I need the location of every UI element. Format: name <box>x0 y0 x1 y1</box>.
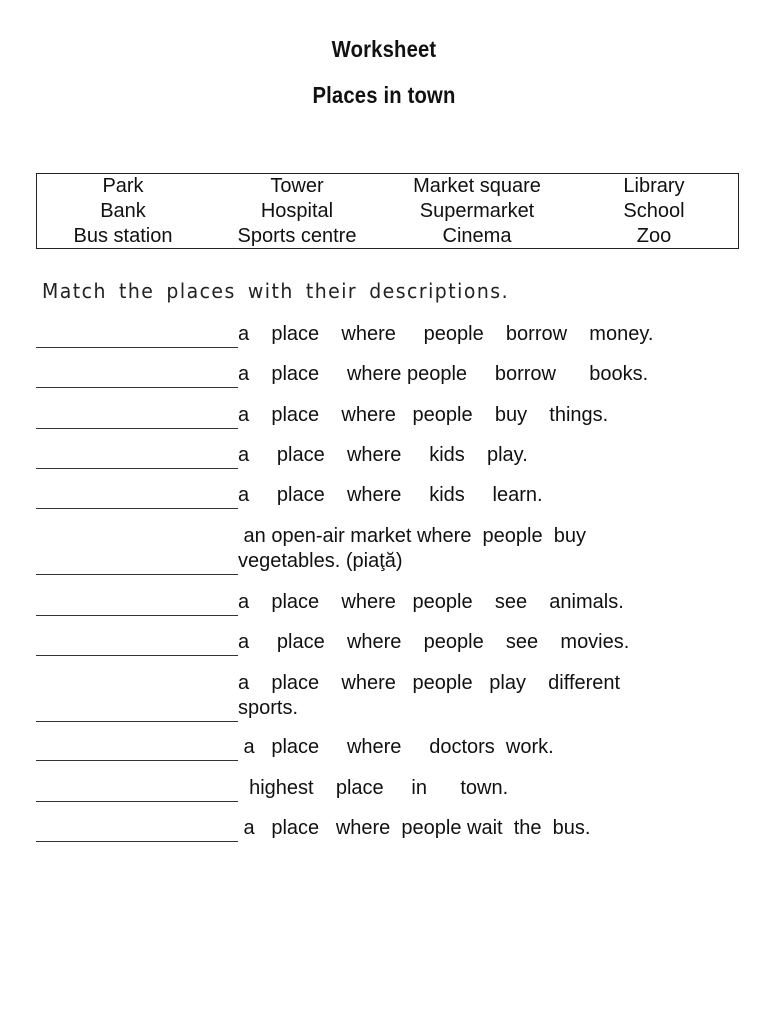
item-description: a place where people see movies. <box>238 631 630 653</box>
match-item <box>36 524 736 576</box>
word-bank-row <box>37 199 738 224</box>
word-bank-word: Supermarket <box>419 200 535 222</box>
answer-blank[interactable] <box>36 468 238 469</box>
word-bank-word: Zoo <box>636 225 672 247</box>
answer-blank[interactable] <box>36 387 238 388</box>
match-item <box>36 735 736 763</box>
item-description: a place where people see animals. <box>238 591 624 613</box>
answer-blank[interactable] <box>36 721 238 722</box>
answer-blank[interactable] <box>36 574 238 575</box>
word-bank-word: Cinema <box>442 225 512 247</box>
match-item <box>36 362 736 390</box>
answer-blank[interactable] <box>36 655 238 656</box>
answer-blank[interactable] <box>36 347 238 348</box>
match-item <box>36 776 736 804</box>
word-bank-word: Bank <box>100 200 146 222</box>
match-item <box>36 630 736 658</box>
match-item <box>36 322 736 350</box>
item-description-continued: vegetables. (piaţă) <box>238 550 403 572</box>
item-description-continued: sports. <box>238 697 299 719</box>
word-bank-box <box>36 173 739 249</box>
match-item <box>36 443 736 471</box>
word-bank-word: Sports centre <box>237 225 357 247</box>
answer-blank[interactable] <box>36 508 238 509</box>
match-item <box>36 816 736 844</box>
item-description: a place where people play different <box>238 672 621 694</box>
match-item <box>36 590 736 618</box>
word-bank-word: Hospital <box>260 200 334 222</box>
answer-blank[interactable] <box>36 760 238 761</box>
word-bank-word: Bus station <box>73 225 173 247</box>
item-description: a place where kids play. <box>238 444 528 466</box>
item-description: a place where people wait the bus. <box>238 817 591 839</box>
word-bank-row <box>37 224 738 249</box>
word-bank-word: School <box>623 200 685 222</box>
worksheet-title: Worksheet <box>331 36 437 62</box>
word-bank-word: Library <box>623 175 685 197</box>
answer-blank[interactable] <box>36 615 238 616</box>
instruction-text: Match the places with their descriptions. <box>42 279 510 303</box>
worksheet-subtitle: Places in town <box>312 82 456 108</box>
answer-blank[interactable] <box>36 428 238 429</box>
word-bank-row <box>37 174 738 199</box>
match-item <box>36 483 736 511</box>
item-description: a place where people borrow money. <box>238 323 654 345</box>
item-description: a place where kids learn. <box>238 484 543 506</box>
word-bank-word: Park <box>102 175 144 197</box>
item-description: a place where people borrow books. <box>238 363 649 385</box>
item-description: a place where people buy things. <box>238 404 609 426</box>
answer-blank[interactable] <box>36 801 238 802</box>
item-description: highest place in town. <box>238 777 509 799</box>
item-description: a place where doctors work. <box>238 736 554 758</box>
match-item <box>36 403 736 431</box>
word-bank-word: Tower <box>270 175 324 197</box>
answer-blank[interactable] <box>36 841 238 842</box>
item-description: an open-air market where people buy <box>238 525 586 547</box>
match-item <box>36 671 736 723</box>
word-bank-word: Market square <box>413 175 541 197</box>
